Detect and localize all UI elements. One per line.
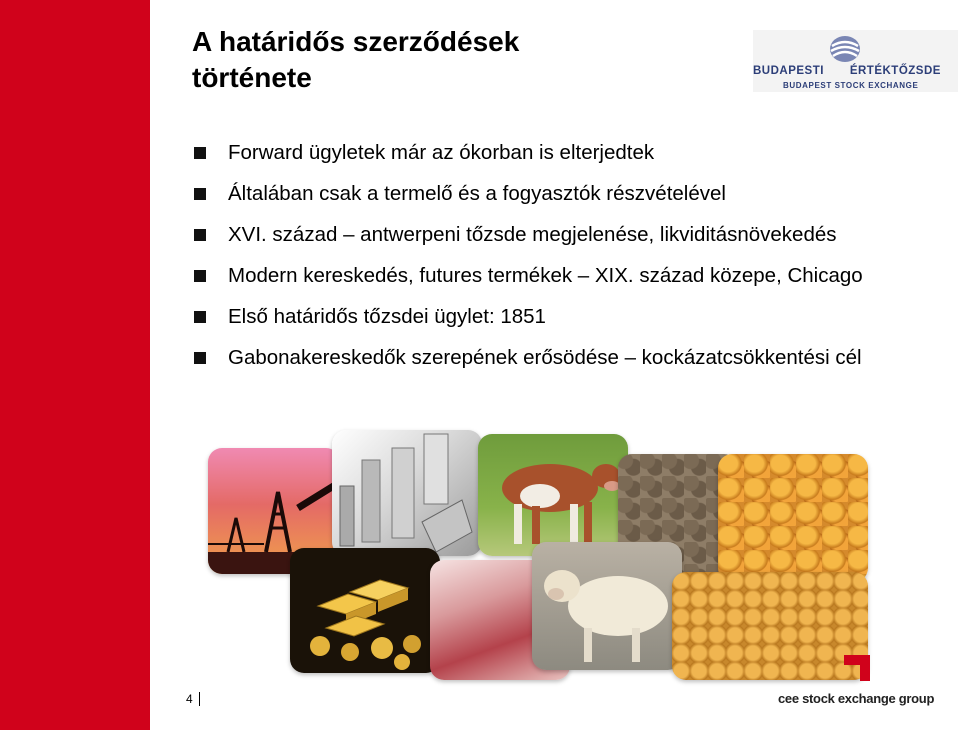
bse-globe-icon [828, 34, 862, 64]
bullet-item: Első határidős tőzsdei ügylet: 1851 [190, 300, 950, 333]
bullet-item: Általában csak a termelő és a fogyasztók részvételével [190, 177, 950, 210]
cee-group-logo [778, 655, 948, 710]
slide [150, 0, 960, 730]
bullet-item: Modern kereskedés, futures termékek – XIX. század közepe, Chicago [190, 259, 950, 292]
page-number: 4 [186, 692, 200, 706]
commodity-collage [208, 430, 868, 680]
left-accent-bar [0, 0, 150, 730]
cattle-image [478, 434, 628, 556]
bse-name-hu: BUDAPESTI ÉRTÉKTŐZSDE [753, 65, 941, 77]
bullet-item: XVI. század – antwerpeni tőzsde megjelenése, likviditásnövekedés [190, 218, 950, 251]
bse-logo [753, 30, 958, 92]
bullet-item: Forward ügyletek már az ókorban is elterjedtek [190, 136, 950, 169]
slide-title: A határidős szerződések története [192, 26, 520, 93]
bullet-list [190, 136, 950, 382]
cee-group-name: cee stock exchange group [778, 691, 935, 706]
sheep-image [532, 542, 682, 670]
cee-logo-mark-icon [844, 655, 870, 681]
gold-bars-image [290, 548, 440, 673]
corn-kernels-image [718, 454, 868, 582]
bse-name-en: BUDAPEST STOCK EXCHANGE [783, 81, 919, 90]
steel-profiles-image [332, 430, 482, 556]
bullet-item: Gabonakereskedők szerepének erősödése – kockázatcsökkentési cél [190, 341, 950, 374]
